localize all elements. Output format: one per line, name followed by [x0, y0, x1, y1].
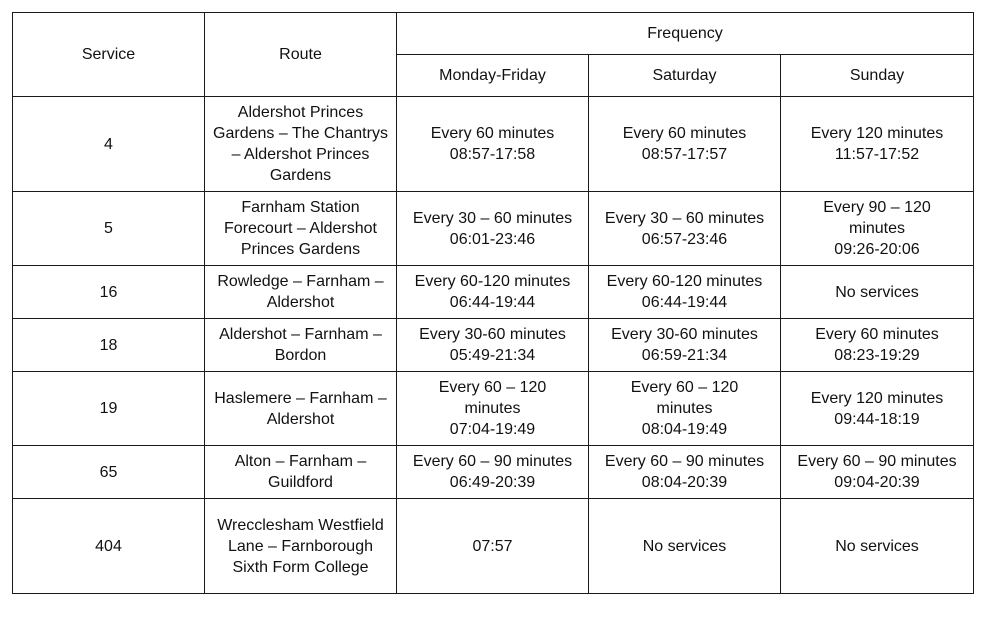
sunday-frequency: Every 120 minutes 11:57-17:52 — [781, 97, 974, 192]
service-number: 18 — [13, 319, 205, 372]
table-row — [13, 372, 974, 446]
service-number: 4 — [13, 97, 205, 192]
sunday-frequency: No services — [781, 266, 974, 319]
saturday-frequency: No services — [589, 499, 781, 594]
route-description: Alton – Farnham – Guildford — [205, 446, 397, 499]
header-saturday: Saturday — [589, 55, 781, 97]
header-service: Service — [13, 13, 205, 97]
saturday-frequency: Every 30 – 60 minutes 06:57-23:46 — [589, 192, 781, 266]
service-number: 19 — [13, 372, 205, 446]
route-description: Farnham Station Forecourt – Aldershot Princes Gardens — [205, 192, 397, 266]
route-description: Haslemere – Farnham – Aldershot — [205, 372, 397, 446]
table-row — [13, 192, 974, 266]
sunday-frequency: Every 60 – 90 minutes 09:04-20:39 — [781, 446, 974, 499]
table-row — [13, 97, 974, 192]
service-number: 404 — [13, 499, 205, 594]
weekday-frequency: Every 30 – 60 minutes 06:01-23:46 — [397, 192, 589, 266]
weekday-frequency: Every 60 minutes 08:57-17:58 — [397, 97, 589, 192]
header-route: Route — [205, 13, 397, 97]
weekday-frequency: Every 60-120 minutes 06:44-19:44 — [397, 266, 589, 319]
weekday-frequency: Every 60 – 120 minutes 07:04-19:49 — [397, 372, 589, 446]
route-description: Rowledge – Farnham – Aldershot — [205, 266, 397, 319]
sunday-frequency: Every 60 minutes 08:23-19:29 — [781, 319, 974, 372]
table-row — [13, 499, 974, 594]
table-row — [13, 319, 974, 372]
header-sunday: Sunday — [781, 55, 974, 97]
weekday-frequency: Every 60 – 90 minutes 06:49-20:39 — [397, 446, 589, 499]
route-description: Aldershot Princes Gardens – The Chantrys – Aldershot Princes Gardens — [205, 97, 397, 192]
saturday-frequency: Every 60 – 90 minutes 08:04-20:39 — [589, 446, 781, 499]
saturday-frequency: Every 60 minutes 08:57-17:57 — [589, 97, 781, 192]
saturday-frequency: Every 60 – 120 minutes 08:04-19:49 — [589, 372, 781, 446]
table-row — [13, 266, 974, 319]
sunday-frequency: No services — [781, 499, 974, 594]
service-number: 5 — [13, 192, 205, 266]
route-description: Wrecclesham Westfield Lane – Farnborough Sixth Form College — [205, 499, 397, 594]
header-monday-friday: Monday-Friday — [397, 55, 589, 97]
table-row — [13, 446, 974, 499]
sunday-frequency: Every 120 minutes 09:44-18:19 — [781, 372, 974, 446]
weekday-frequency: 07:57 — [397, 499, 589, 594]
route-description: Aldershot – Farnham – Bordon — [205, 319, 397, 372]
service-number: 65 — [13, 446, 205, 499]
bus-timetable-table — [12, 12, 974, 594]
header-row-top — [13, 13, 974, 55]
service-number: 16 — [13, 266, 205, 319]
saturday-frequency: Every 30-60 minutes 06:59-21:34 — [589, 319, 781, 372]
weekday-frequency: Every 30-60 minutes 05:49-21:34 — [397, 319, 589, 372]
header-frequency: Frequency — [397, 13, 974, 55]
saturday-frequency: Every 60-120 minutes 06:44-19:44 — [589, 266, 781, 319]
sunday-frequency: Every 90 – 120 minutes 09:26-20:06 — [781, 192, 974, 266]
